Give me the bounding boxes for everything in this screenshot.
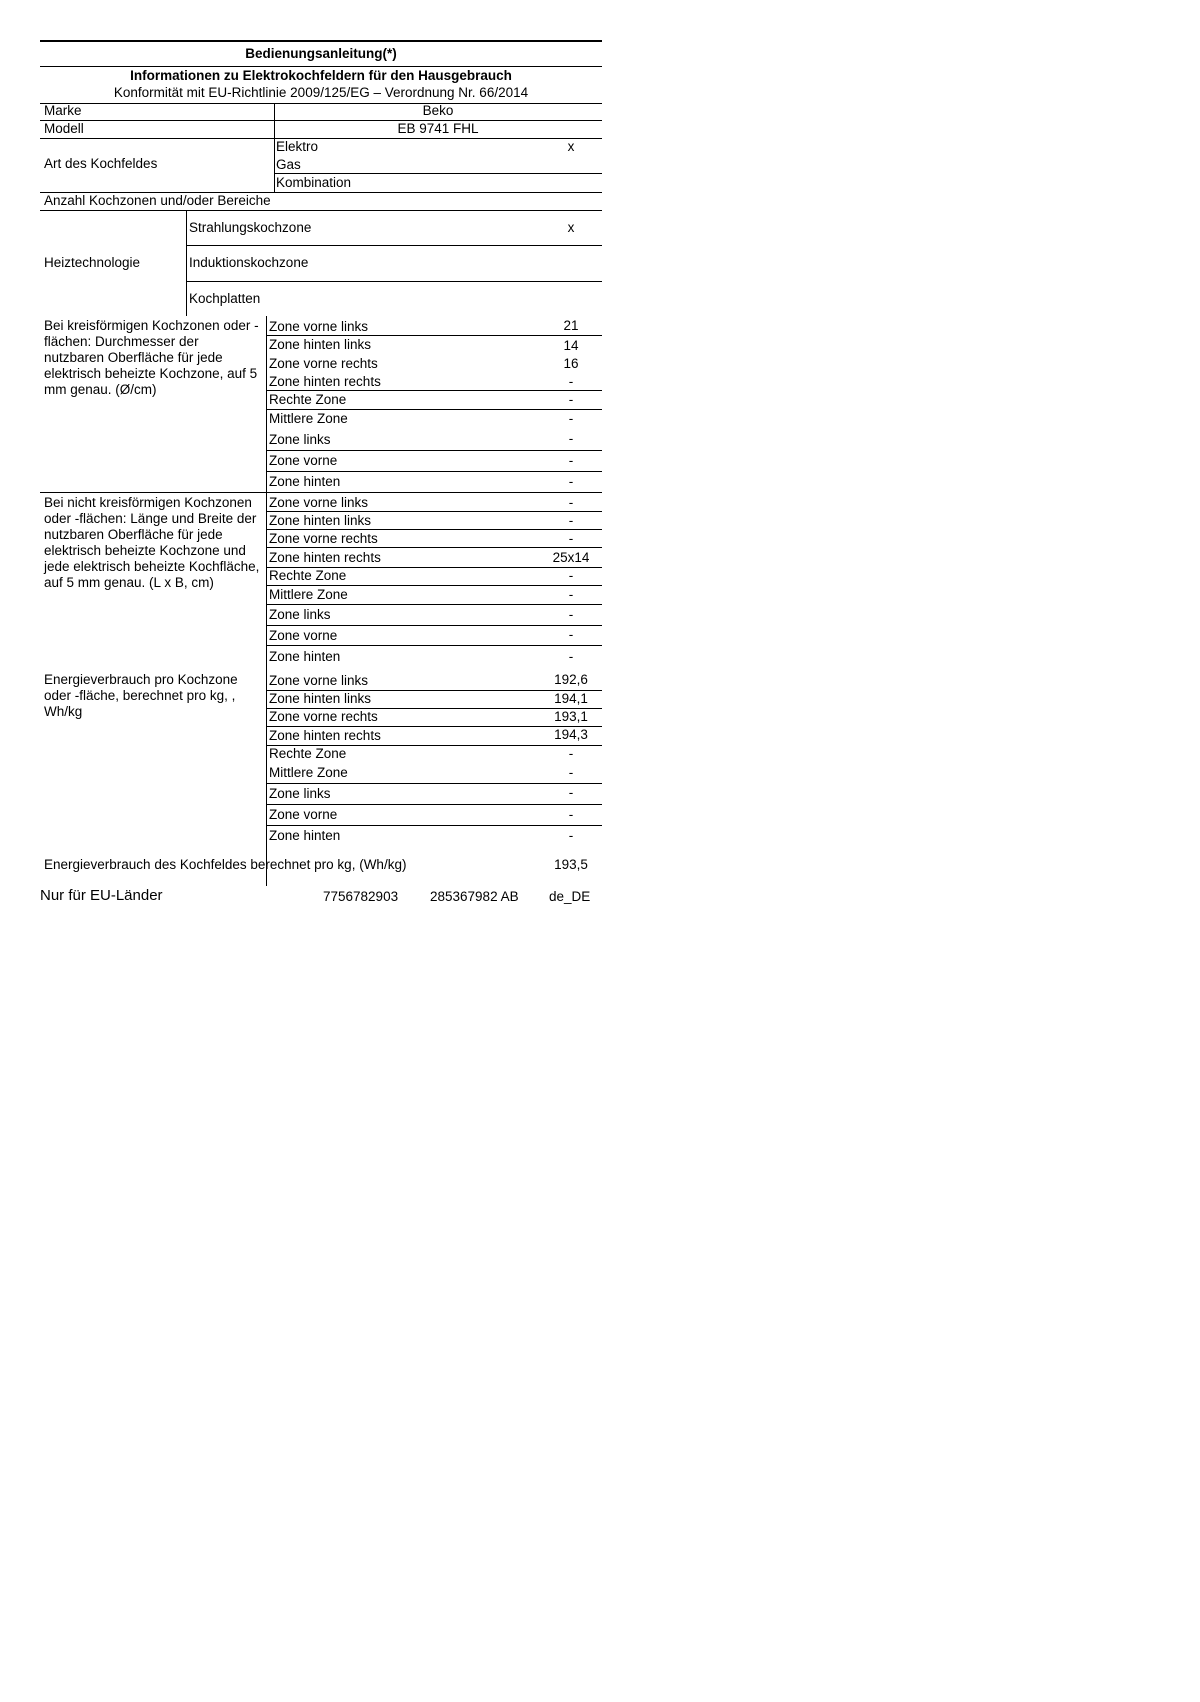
energy-total-label: Energieverbrauch des Kochfeldes berechnet pro kg, (Wh/kg) [44,857,407,872]
heating-option: Kochplatten [189,291,261,306]
zone-label: Mittlere Zone [269,765,348,780]
zone-label: Mittlere Zone [269,587,348,602]
hob-type-mark: x [567,139,575,154]
zone-label: Zone vorne [269,453,338,468]
heating-mark: x [567,220,575,235]
rule [266,547,602,548]
zone-value: - [568,513,574,528]
rule [186,245,602,246]
heating-label: Heiztechnologie [44,255,141,270]
zone-value: - [568,453,574,468]
zone-value: - [568,431,574,446]
zone-label: Zone hinten [269,649,341,664]
zone-value: - [568,474,574,489]
zone-label: Zone vorne links [269,495,369,510]
footer-locale: de_DE [549,889,591,904]
zone-value: - [568,765,574,780]
rule [266,335,602,336]
zone-value: - [568,411,574,426]
rule [266,390,602,391]
brand-label: Marke [44,103,82,118]
rule [186,281,602,282]
footer-code: 285367982 AB [430,889,519,904]
rule [266,645,602,646]
hob-type-option: Kombination [276,175,352,190]
conformity-note: Konformität mit EU-Richtlinie 2009/125/EG – Verordnung Nr. 66/2014 [113,85,529,100]
zone-value: 14 [563,338,579,353]
rule [266,625,602,626]
rule [40,138,602,139]
zone-value: - [568,607,574,622]
zone-value: 16 [563,356,579,371]
footer-code: 7756782903 [323,889,399,904]
column-divider [266,316,267,886]
zone-label: Zone vorne [269,628,338,643]
model-value: EB 9741 FHL [397,121,479,136]
zone-label: Zone vorne [269,807,338,822]
zone-label: Zone hinten [269,474,341,489]
zone-label: Zone vorne rechts [269,356,378,371]
zone-value: - [568,568,574,583]
column-divider [274,103,275,192]
footer-note: Nur für EU-Länder [40,887,163,904]
rule [40,492,602,493]
zone-label: Zone hinten links [269,337,372,352]
rule [266,604,602,605]
rule [266,450,602,451]
zone-value: - [568,392,574,407]
zone-value: - [568,374,574,389]
document-subtitle: Informationen zu Elektrokochfeldern für den Hausgebrauch [130,68,512,83]
zone-label: Zone links [269,786,331,801]
rule [266,585,602,586]
model-label: Modell [44,121,84,136]
zone-label: Zone links [269,432,331,447]
zones-count-label: Anzahl Kochzonen und/oder Bereiche [44,193,271,208]
hob-type-option: Gas [276,157,301,172]
rule [274,173,602,174]
zone-label: Zone links [269,607,331,622]
zone-value: - [568,587,574,602]
zone-value: 193,1 [554,709,588,724]
rule [266,409,602,410]
zone-value: 21 [563,318,579,333]
zone-value: - [568,746,574,761]
zone-value: - [568,807,574,822]
rule [266,471,602,472]
top-rule [40,40,602,42]
heating-option: Induktionskochzone [189,255,309,270]
zone-value: - [568,785,574,800]
zone-value: - [568,531,574,546]
zone-label: Zone hinten rechts [269,374,381,389]
zone-label: Zone hinten rechts [269,550,381,565]
zone-label: Zone vorne rechts [269,531,378,546]
energy-total-value: 193,5 [554,857,588,872]
rule [266,511,602,512]
rule [40,66,602,67]
zone-value: 192,6 [554,672,588,687]
zone-label: Mittlere Zone [269,411,348,426]
zone-value: - [568,649,574,664]
rule [266,825,602,826]
zone-label: Rechte Zone [269,392,347,407]
noncircular-label: Bei nicht kreisförmigen Kochzonen oder -flächen: Länge und Breite der nutzbaren Oberfläche für jede elektrisch beheizte Kochzone und jede elektrisch beheizte Kochfläche, auf 5 mm genau. (L x B, cm) [44,495,260,590]
rule [266,783,602,784]
zone-value: - [568,495,574,510]
zone-label: Zone hinten [269,828,341,843]
energy-zone-label: Energieverbrauch pro Kochzone oder -fläche, berechnet pro kg, , Wh/kg [44,672,238,719]
rule [40,210,602,211]
zone-label: Zone hinten links [269,691,372,706]
brand-value: Beko [422,103,454,118]
zone-value: 194,1 [554,691,588,706]
document-title: Bedienungsanleitung(*) [245,46,397,61]
zone-label: Zone vorne rechts [269,709,378,724]
heating-option: Strahlungskochzone [189,220,312,235]
zone-label: Zone vorne links [269,673,369,688]
circular-label: Bei kreisförmigen Kochzonen oder -flächen: Durchmesser der nutzbaren Oberfläche für jede elektrisch beheizte Kochzone, auf 5 mm genau. (Ø/cm) [44,318,259,397]
zone-value: - [568,627,574,642]
zone-label: Zone hinten links [269,513,372,528]
zone-label: Zone hinten rechts [269,728,381,743]
rule [266,804,602,805]
zone-label: Rechte Zone [269,746,347,761]
hob-type-option: Elektro [276,139,319,154]
rule [266,529,602,530]
hob-type-label: Art des Kochfeldes [44,156,158,171]
zone-value: - [568,828,574,843]
zone-label: Rechte Zone [269,568,347,583]
zone-value: 25x14 [552,550,590,565]
column-divider [186,210,187,316]
zone-value: 194,3 [554,727,588,742]
zone-label: Zone vorne links [269,319,369,334]
